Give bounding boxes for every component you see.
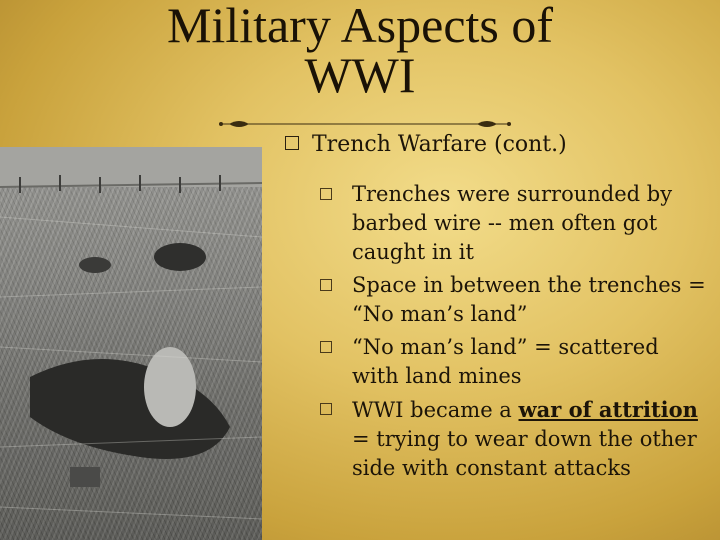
sub-bullet-text-post: = trying to wear down the other side with constant attacks bbox=[352, 427, 697, 480]
sub-bullet-text: Space in between the trenches = “No man’s land” bbox=[352, 273, 706, 326]
checkbox-bullet-icon bbox=[320, 279, 332, 291]
list-item bbox=[320, 395, 710, 483]
sub-bullet-text-pre: WWI became a bbox=[352, 398, 519, 422]
trench-battlefield-photo bbox=[0, 147, 262, 540]
sub-bullet-text bbox=[352, 395, 707, 483]
list-item bbox=[320, 180, 710, 267]
emphasis-term: war of attrition bbox=[518, 397, 698, 422]
sub-bullet-text: “No man’s land” = scattered with land mines bbox=[352, 335, 659, 388]
checkbox-bullet-icon bbox=[320, 341, 332, 353]
list-item bbox=[320, 271, 710, 329]
main-bullet bbox=[285, 131, 567, 159]
checkbox-bullet-icon bbox=[320, 403, 332, 415]
slide-title: Military Aspects of WWI bbox=[166, 0, 554, 103]
sub-bullet-text: Trenches were surrounded by barbed wire -- men often got caught in it bbox=[352, 182, 673, 264]
checkbox-bullet-icon bbox=[285, 136, 299, 150]
checkbox-bullet-icon bbox=[320, 188, 332, 200]
sub-bullet-list bbox=[320, 180, 710, 487]
main-bullet-text: Trench Warfare (cont.) bbox=[312, 132, 567, 157]
list-item bbox=[320, 333, 710, 391]
